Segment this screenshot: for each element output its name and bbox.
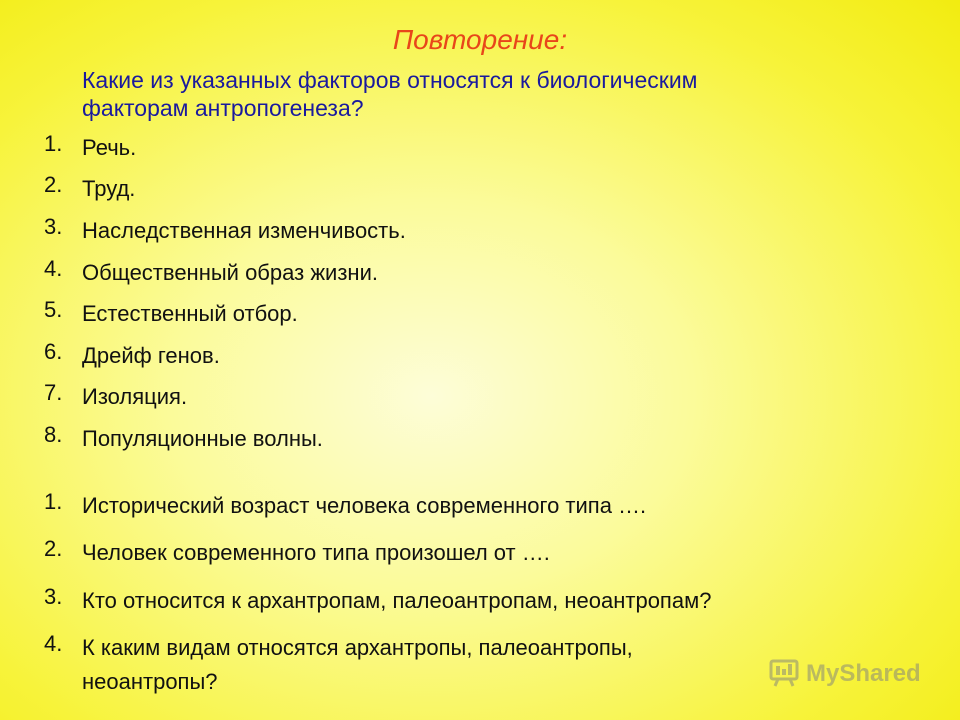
question-item-2 xyxy=(44,536,550,570)
watermark xyxy=(768,656,921,692)
factor-text: Популяционные волны. xyxy=(82,426,323,451)
factor-text: Естественный отбор. xyxy=(82,301,298,326)
watermark-text: MyShared xyxy=(806,660,921,687)
factor-text: Речь. xyxy=(82,135,137,160)
question-number: 2. xyxy=(44,536,63,561)
question-item-4 xyxy=(44,631,633,699)
factor-text: Дрейф генов. xyxy=(82,343,220,368)
factor-number: 5. xyxy=(44,297,63,322)
question-item-3 xyxy=(44,584,711,618)
question-item-line-2: неоантропы? xyxy=(82,669,218,694)
factor-item-3 xyxy=(44,214,406,248)
question-line-2: факторам антропогенеза? xyxy=(82,95,364,121)
factor-text: Труд. xyxy=(82,176,136,201)
factor-text: Изоляция. xyxy=(82,384,188,409)
factor-item-2 xyxy=(44,172,135,206)
factor-text: Общественный образ жизни. xyxy=(82,260,378,285)
factor-number: 8. xyxy=(44,422,63,447)
question-item-text: Человек современного типа произошел от …. xyxy=(82,540,550,565)
factor-item-7 xyxy=(44,380,187,414)
question-number: 1. xyxy=(44,489,63,514)
factor-number: 1. xyxy=(44,131,63,156)
factor-item-5 xyxy=(44,297,298,331)
question-item-text xyxy=(82,631,633,699)
presentation-board-icon xyxy=(768,656,800,693)
factor-item-8 xyxy=(44,422,323,456)
question-item-text: Исторический возраст человека современного типа …. xyxy=(82,493,647,518)
factor-number: 7. xyxy=(44,380,63,405)
factor-text: Наследственная изменчивость. xyxy=(82,218,406,243)
factor-item-4 xyxy=(44,256,378,290)
factor-item-1 xyxy=(44,131,136,165)
question-number: 4. xyxy=(44,631,63,656)
question-text xyxy=(82,66,882,122)
question-item-1 xyxy=(44,489,646,523)
factor-item-6 xyxy=(44,339,220,373)
question-item-line-1: К каким видам относятся архантропы, палеоантропы, xyxy=(82,635,633,660)
factor-number: 6. xyxy=(44,339,63,364)
question-number: 3. xyxy=(44,584,63,609)
factor-number: 2. xyxy=(44,172,63,197)
factor-number: 4. xyxy=(44,256,63,281)
slide-title: Повторение: xyxy=(392,24,568,55)
question-item-text: Кто относится к архантропам, палеоантропам, неоантропам? xyxy=(82,588,712,613)
factor-number: 3. xyxy=(44,214,63,239)
question-line-1: Какие из указанных факторов относятся к биологическим xyxy=(82,67,698,93)
